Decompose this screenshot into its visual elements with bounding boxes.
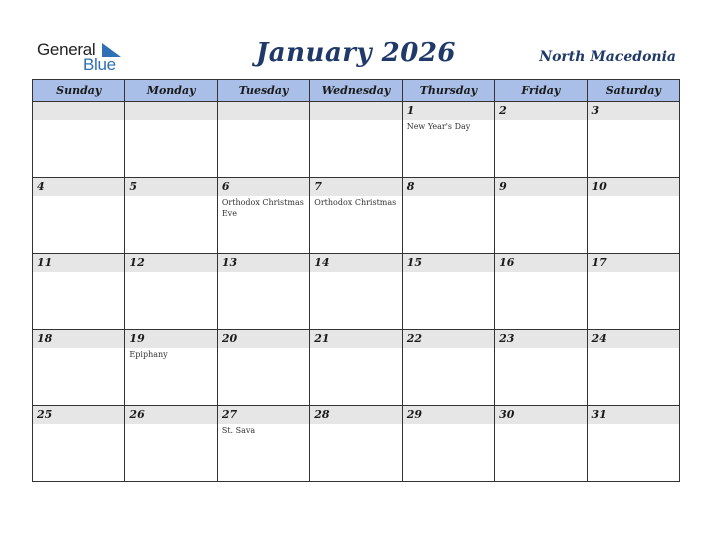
week-row [33,102,680,178]
day-cell [33,102,125,178]
holiday-label [495,196,586,197]
holiday-label [125,424,216,425]
weekday-header: Tuesday [217,80,309,102]
holiday-label [33,348,124,349]
day-cell [495,178,587,254]
logo-text-blue: Blue [83,55,116,74]
holiday-label [310,424,401,425]
logo-text-general: General [37,40,96,59]
holiday-label [495,348,586,349]
day-cell [217,178,309,254]
country-name: North Macedonia [539,49,676,65]
day-cell [217,102,309,178]
holiday-label [218,120,309,121]
day-number: 2 [495,102,586,120]
week-row [33,178,680,254]
holiday-label [33,120,124,121]
holiday-label [403,196,494,197]
day-number: 11 [33,254,124,272]
day-cell [125,330,217,406]
day-number: 8 [403,178,494,196]
day-cell [125,178,217,254]
holiday-label [218,272,309,273]
holiday-label: Epiphany [129,350,168,359]
day-cell [217,254,309,330]
day-number [218,102,309,120]
day-number: 25 [33,406,124,424]
day-number: 18 [33,330,124,348]
holiday-label [125,272,216,273]
day-number: 14 [310,254,401,272]
day-cell [495,254,587,330]
holiday-label [33,424,124,425]
day-cell [587,330,679,406]
holiday-label [33,196,124,197]
day-cell [217,330,309,406]
day-number [33,102,124,120]
holiday-label: New Year's Day [406,122,471,131]
holiday-label [588,120,679,121]
day-cell [310,406,402,482]
day-number: 23 [495,330,586,348]
holiday-label [310,348,401,349]
day-cell [495,102,587,178]
day-cell [402,254,494,330]
day-number: 30 [495,406,586,424]
day-number: 9 [495,178,586,196]
day-cell [402,406,494,482]
holiday-label [218,348,309,349]
day-cell [33,406,125,482]
calendar-grid [32,79,680,482]
weekday-header: Monday [125,80,217,102]
holiday-label [588,424,679,425]
day-number: 15 [403,254,494,272]
holiday-label [125,120,216,121]
day-cell [402,330,494,406]
day-number: 1 [403,102,494,120]
day-number: 26 [125,406,216,424]
week-row [33,406,680,482]
holiday-label [403,424,494,425]
day-cell [402,178,494,254]
weekday-header: Sunday [33,80,125,102]
holiday-label [403,272,494,273]
day-cell [587,254,679,330]
day-number: 27 [218,406,309,424]
day-cell [310,102,402,178]
holiday-label [495,120,586,121]
day-number: 31 [588,406,679,424]
calendar-title: January 2026 [255,38,457,68]
week-row [33,330,680,406]
holiday-label [588,272,679,273]
holiday-label [495,424,586,425]
day-number: 7 [310,178,401,196]
day-number: 6 [218,178,309,196]
day-number: 28 [310,406,401,424]
holiday-label [33,272,124,273]
holiday-label [588,196,679,197]
day-cell [495,406,587,482]
holiday-label: St. Sava [221,426,256,435]
day-number: 29 [403,406,494,424]
weekday-header: Saturday [587,80,679,102]
day-number: 16 [495,254,586,272]
weekday-header: Friday [495,80,587,102]
day-number: 12 [125,254,216,272]
day-number: 20 [218,330,309,348]
day-number: 19 [125,330,216,348]
holiday-label [403,348,494,349]
day-cell [587,178,679,254]
holiday-label [310,272,401,273]
day-cell [125,406,217,482]
day-number: 10 [588,178,679,196]
weekday-header: Wednesday [310,80,402,102]
day-number [310,102,401,120]
day-cell [125,102,217,178]
holiday-label: Orthodox Christmas [314,198,397,207]
day-cell [587,406,679,482]
day-cell [33,254,125,330]
day-cell [310,178,402,254]
day-number: 13 [218,254,309,272]
day-number: 22 [403,330,494,348]
holiday-label [125,196,216,197]
holiday-label [495,272,586,273]
day-number: 4 [33,178,124,196]
day-cell [125,254,217,330]
day-number: 17 [588,254,679,272]
day-cell [33,178,125,254]
day-number [125,102,216,120]
holiday-label [588,348,679,349]
day-number: 5 [125,178,216,196]
day-cell [402,102,494,178]
day-cell [310,254,402,330]
day-number: 21 [310,330,401,348]
day-number: 24 [588,330,679,348]
day-cell [217,406,309,482]
holiday-label: Orthodox Christmas Eve [221,198,304,218]
holiday-label [310,120,401,121]
day-number: 3 [588,102,679,120]
day-cell [587,102,679,178]
day-cell [495,330,587,406]
weekday-header: Thursday [402,80,494,102]
day-cell [33,330,125,406]
calendar-body [33,102,680,482]
weekday-header-row [33,80,680,102]
week-row [33,254,680,330]
day-cell [310,330,402,406]
